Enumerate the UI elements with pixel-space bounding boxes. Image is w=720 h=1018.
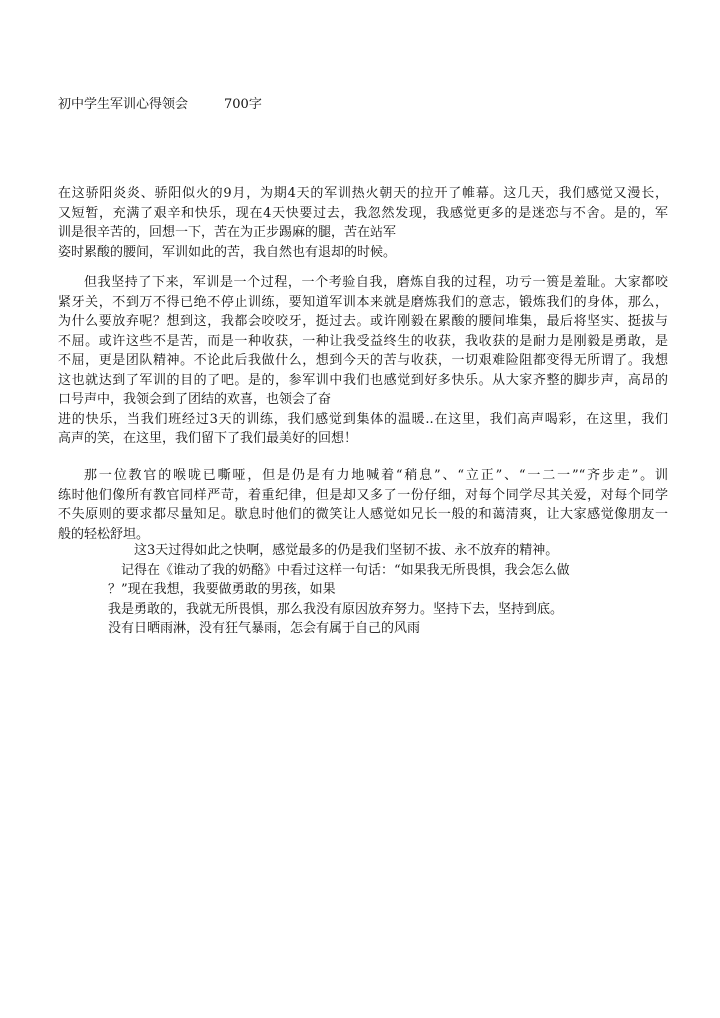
text-line: 为什么要放弃呢？想到这，我都会咬咬牙，挺过去。或许刚毅在累酸的腰间堆集，最后将坚实、挺拔与 [58,314,668,329]
title-text: 初中学生军训心得领会 [58,97,189,112]
word-count: 700字 [224,97,262,112]
text-line: 紧牙关，不到万不得已绝不停止训练，要知道军训本来就是磨炼我们的意志，锻炼我们的身体，那么， [58,294,668,310]
text-line: 姿时累酸的腰间，军训如此的苦，我自然也有退却的时候。 [58,244,397,260]
text-line: 不屈。或许这些不是苦，而是一种收获，一种让我受益终生的收获，我收获的是耐力是刚毅是勇敢，是 [58,333,668,349]
text-line: 高声的笑，在这里，我们留下了我们最美好的回想！ [58,431,358,446]
text-line: ？”现在我想，我要做勇敢的男孩，如果 [108,582,336,597]
text-line: 记得在《谁动了我的奶酪》中看过这样一句话：“如果我无所畏惧，我会怎么做 [108,562,570,578]
text-line: 又短暂，充满了艰辛和快乐，现在4天快要过去，我忽然发现，我感觉更多的是迷恋与不舍。是的，军 [58,205,668,221]
paragraph-3 [58,466,668,544]
text-line: 不失原则的要求都尽量知足。歇息时他们的微笑让人感觉如兄长一般的和蔼清爽，让大家感觉像朋友一 [58,507,668,522]
document-title [58,96,262,114]
text-line: 在这骄阳炎炎、骄阳似火的9月，为期4天的军训热火朝天的拉开了帷幕。这几天，我们感觉又漫长， [58,186,668,201]
text-line: 进的快乐，当我们班经过3天的训练，我们感觉到集体的温暖..在这里，我们高声喝彩，在这里，我们 [58,411,668,427]
text-line: 我是勇敢的，我就无所畏惧，那么我没有原因放弃努力。坚持下去，坚持到底。 [108,601,564,617]
text-line: 那一位教官的喉咙已嘶哑，但是仍是有力地喊着“稍息”、“立正”、“一二一”“齐步走”。训 [84,468,668,483]
text-line: 不屈，更是团队精神。不论此后我做什么，想到今天的苦与收获，一切艰难险阻都变得无所谓了。我想 [58,353,668,368]
paragraph-4 [108,541,608,639]
text-line: 这3天过得如此之快啊，感觉最多的仍是我们坚韧不拔、永不放弃的精神。 [108,543,559,558]
text-line: 练时他们像所有教官同样严苛，着重纪律，但是却又多了一份仔细，对每个同学尽其关爱，对每个同学 [58,487,668,503]
text-line: 这也就达到了军训的目的了吧。是的，参军训中我们也感觉到好多快乐。从大家齐整的脚步声，高昂的 [58,372,668,388]
text-line: 口号声中，我领会到了团结的欢喜，也领会了奋 [58,392,332,407]
text-line: 但我坚持了下来，军训是一个过程，一个考验自我，磨炼自我的过程，功亏一篑是羞耻。大家都咬 [84,275,668,290]
text-line: 般的轻松舒坦。 [58,526,150,542]
text-line: 训是很辛苦的，回想一下，苦在为正步踢麻的腿，苦在站军 [58,225,397,240]
paragraph-1 [58,184,668,262]
text-line: 没有日晒雨淋，没有狂气暴雨，怎会有属于自己的风雨 [108,621,421,636]
paragraph-2 [58,273,668,449]
